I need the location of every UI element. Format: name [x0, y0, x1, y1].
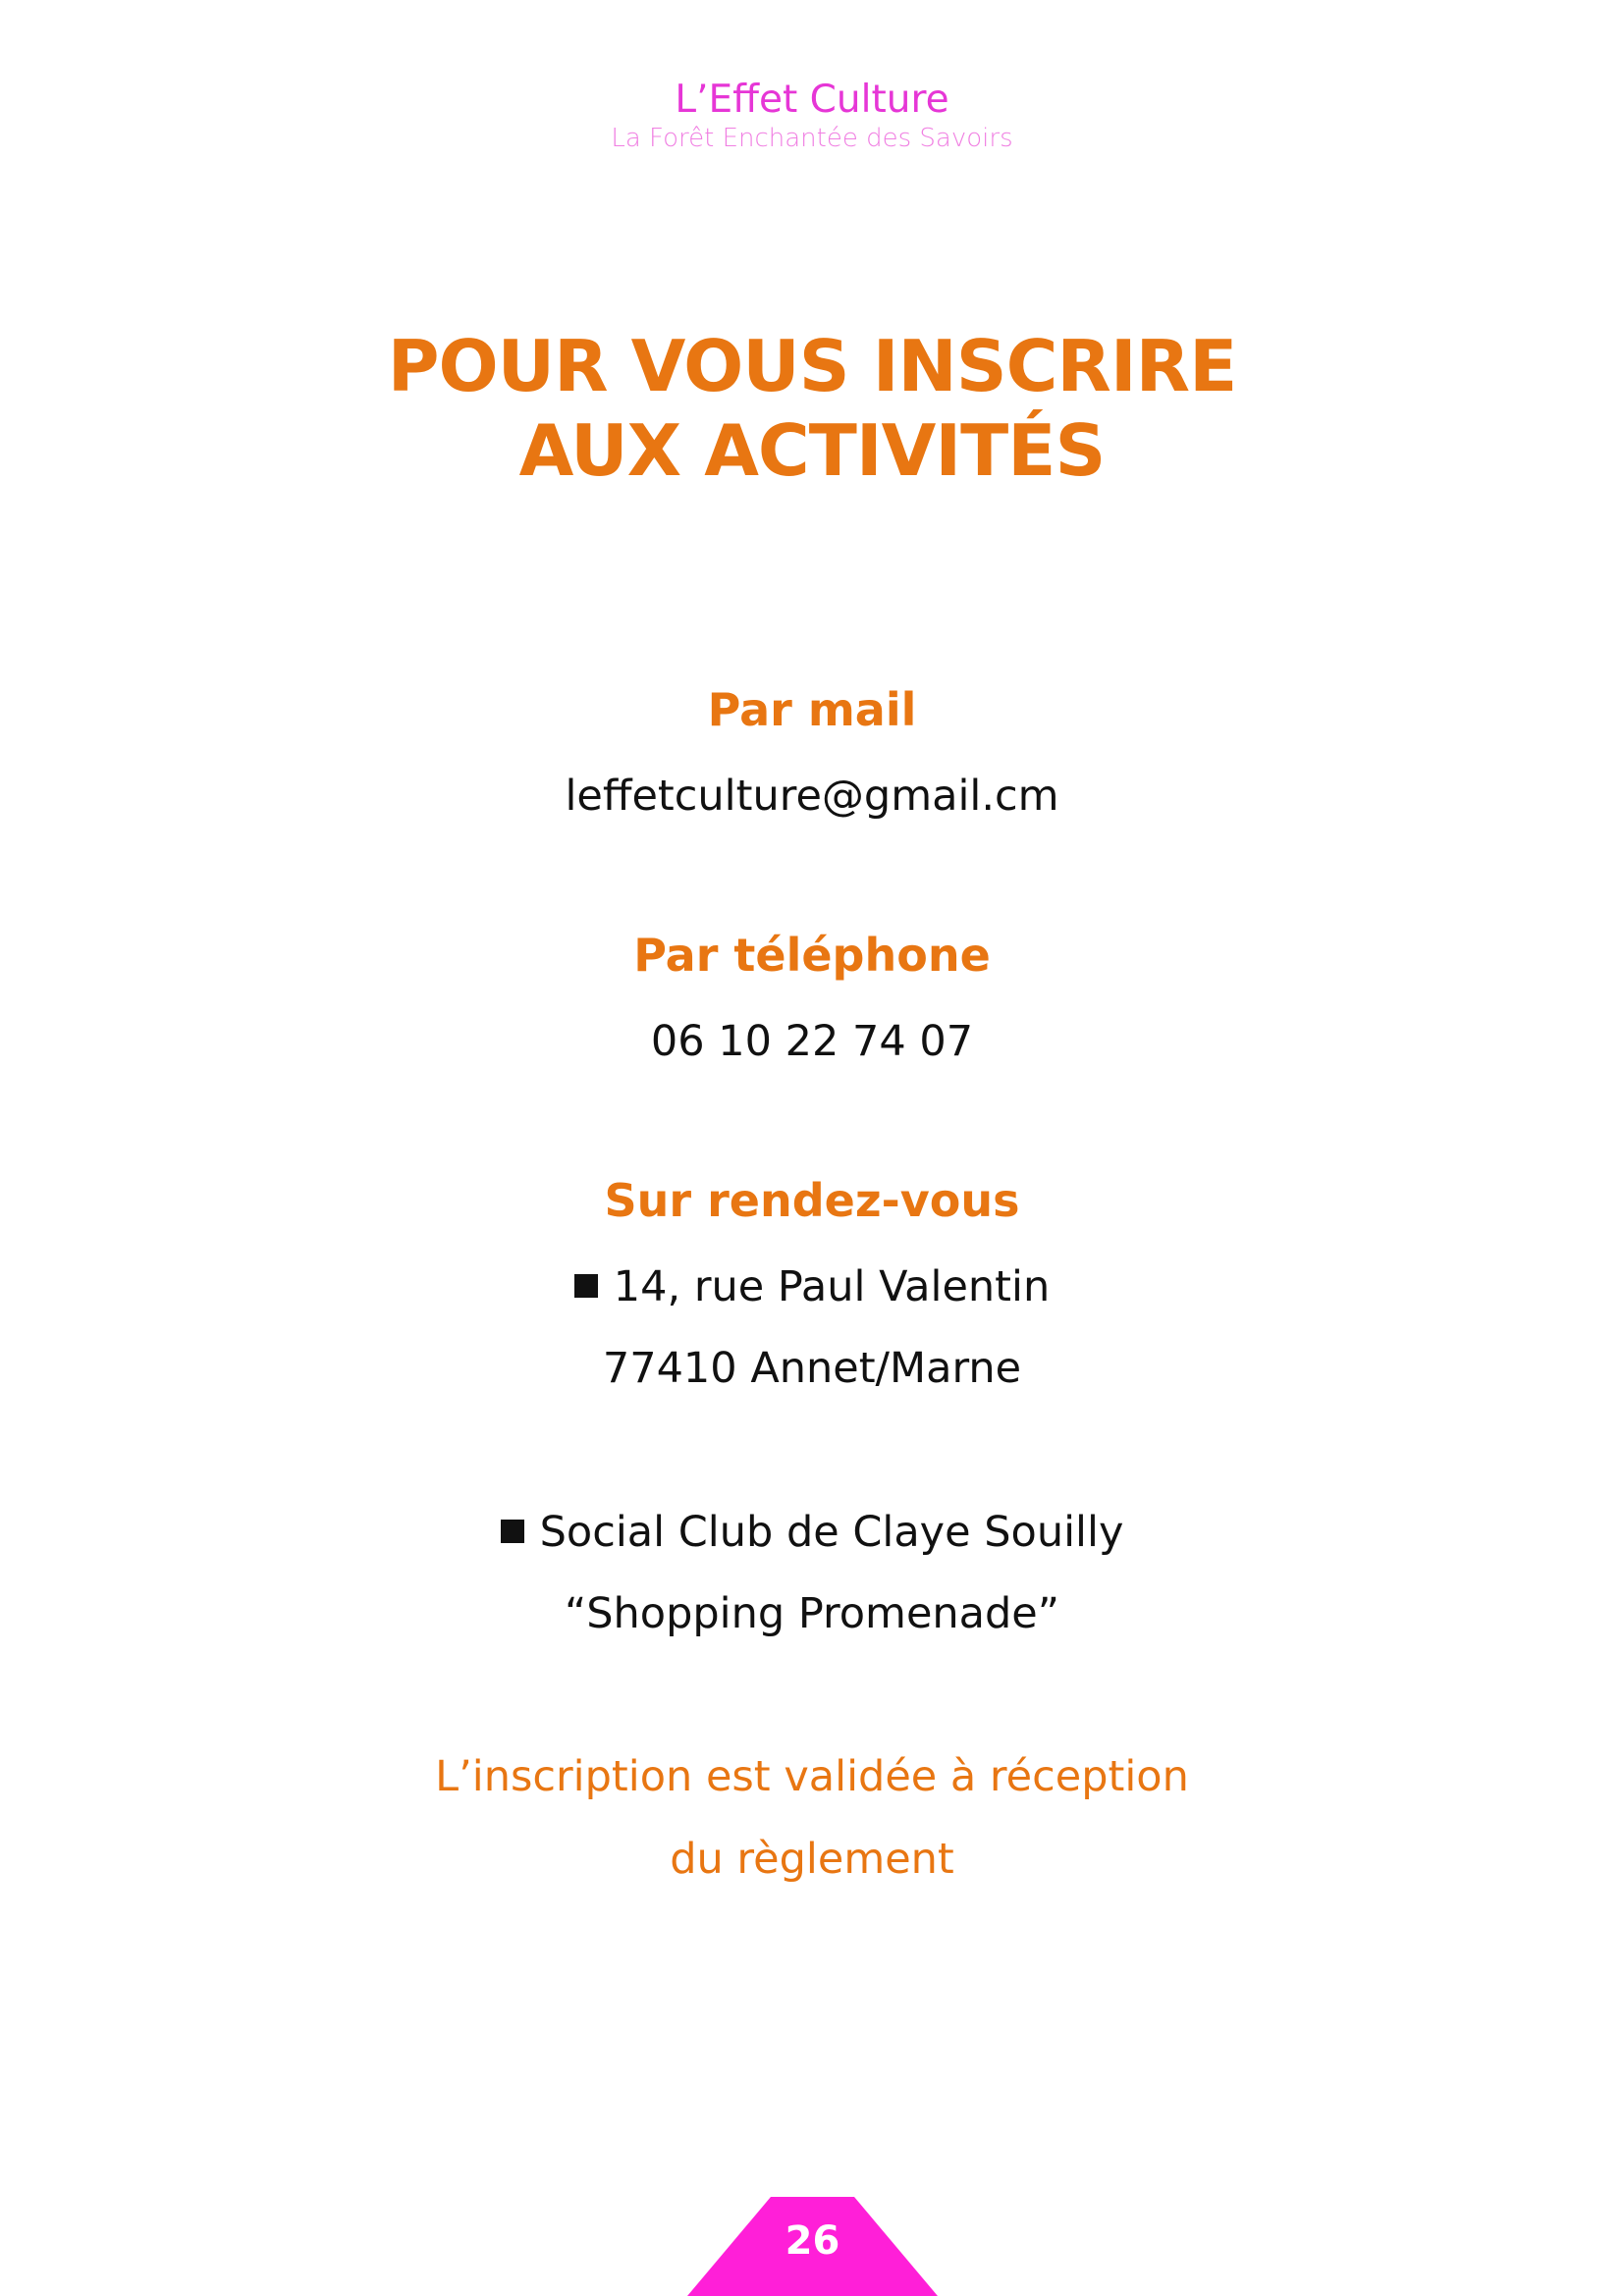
page-title-line-1: POUR VOUS INSCRIRE	[387, 325, 1237, 407]
mail-address: leffetculture@gmail.cm	[565, 772, 1059, 821]
appointment-heading: Sur rendez-vous	[604, 1174, 1020, 1227]
address-1-line-2: 77410 Annet/Marne	[602, 1344, 1022, 1393]
mail-heading: Par mail	[707, 683, 917, 736]
address-1-street: 14, rue Paul Valentin	[613, 1262, 1051, 1311]
registration-note-line-1: L’inscription est validée à réception	[435, 1752, 1189, 1801]
square-bullet-icon	[574, 1274, 598, 1298]
page-title-line-2: AUX ACTIVITÉS	[518, 409, 1106, 492]
address-2-line-1	[0, 1506, 1624, 1559]
address-1-line-1	[0, 1260, 1624, 1313]
registration-note	[0, 1735, 1624, 1900]
page-title	[0, 324, 1624, 493]
registration-note-line-2: du règlement	[670, 1835, 954, 1884]
brand-subtitle: La Forêt Enchantée des Savoirs	[611, 124, 1013, 153]
phone-heading: Par téléphone	[633, 929, 991, 982]
address-2-venue: Social Club de Claye Souilly	[539, 1508, 1124, 1557]
document-header	[0, 77, 1624, 153]
page-number: 26	[785, 2218, 840, 2264]
address-2-line-2: “Shopping Promenade”	[564, 1589, 1060, 1638]
square-bullet-icon	[501, 1520, 524, 1543]
brand-title: L’Effet Culture	[675, 78, 949, 122]
page-number-tab	[687, 2197, 938, 2296]
phone-number: 06 10 22 74 07	[650, 1017, 974, 1066]
